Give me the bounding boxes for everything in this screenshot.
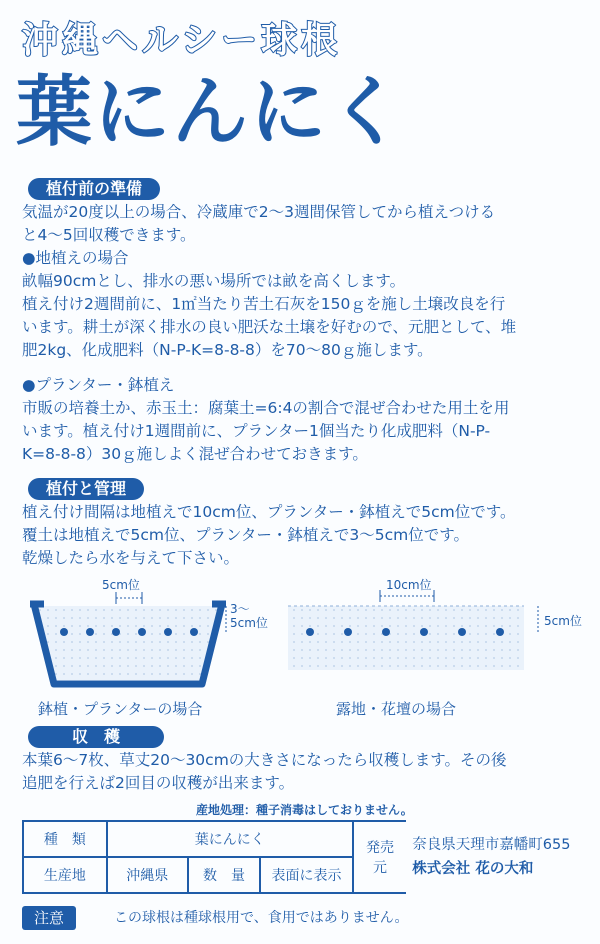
pot-spacing-label: 5cm位	[102, 578, 140, 592]
qty-label: 数 量	[188, 857, 260, 893]
planter-heading: ●プランター・鉢植え	[22, 376, 175, 394]
brand-title: 沖縄ヘルシー球根	[22, 20, 342, 61]
field-diagram	[284, 576, 584, 676]
seller-name: 株式会社 花の大和	[412, 861, 534, 877]
field-illustration	[284, 576, 584, 676]
notice-label: 注意	[22, 906, 76, 930]
pot-depth-label: 3～ 5cm位	[230, 602, 268, 630]
qty-value: 表面に表示	[260, 857, 353, 893]
seller-label: 発売元	[353, 821, 407, 893]
planting-label: 植付と管理	[28, 478, 144, 500]
spec-table	[22, 820, 600, 894]
notice-bar	[22, 904, 582, 932]
prep-section-label	[28, 178, 160, 200]
planting-text: 植え付け間隔は地植えで10cm位、プランター・鉢植えで5cm位です。 覆土は地植えで5cm位、プランター・鉢植えで3～5cm位です。 乾燥したら水を与えて下さい。	[22, 503, 516, 567]
pot-diagram	[30, 576, 270, 694]
harvest-section-label	[28, 726, 164, 748]
field-depth-label: 5cm位	[544, 614, 582, 628]
seller-info	[406, 821, 600, 893]
ground-text: 畝幅90cmとし、排水の悪い場所では畝を高くします。 植え付け2週間前に、1㎡当たり苦土石灰を150ｇを施し土壌改良を行 います。耕土が深く排水の良い肥沃な土壌を好むので、元肥として、堆 肥2kg、化成肥料（N-P-K=8-8-8）を70～80ｇ施します。	[22, 272, 517, 359]
harvest-text: 本葉6～7枚、草丈20～30cmの大きさになったら収穫します。その後 追肥を行えば2回目の収穫が出来ます。	[22, 751, 507, 792]
harvest-label: 収 穫	[28, 726, 164, 748]
pot-caption: 鉢植・プランターの場合	[38, 700, 203, 718]
prep-label: 植付前の準備	[28, 178, 160, 200]
planting-section-label	[28, 478, 144, 500]
field-spacing-label: 10cm位	[386, 578, 432, 592]
type-value: 葉にんにく	[107, 821, 353, 857]
origin-note: 産地処理：種子消毒はしておりません。	[196, 803, 413, 817]
planter-text: 市販の培養土か、赤玉土：腐葉土=6:4の割合で混ぜ合わせた用土を用 います。植え付け1週間前に、プランター1個当たり化成肥料（N-P- K=8-8-8）30ｇ施しよく混ぜ合わせておきます。	[22, 399, 510, 463]
origin-label: 生産地	[23, 857, 107, 893]
prep-intro: 気温が20度以上の場合、冷蔵庫で2～3週間保管してから植えつける と4～5回収穫できます。	[22, 203, 496, 244]
pot-illustration	[30, 576, 270, 694]
field-caption: 露地・花壇の場合	[336, 700, 457, 718]
origin-value: 沖縄県	[107, 857, 188, 893]
seller-address: 奈良県天理市嘉幡町655	[412, 837, 571, 853]
type-label: 種 類	[23, 821, 107, 857]
product-title: 葉にんにく	[16, 67, 406, 156]
notice-text: この球根は種球根用で、食用ではありません。	[114, 910, 409, 926]
ground-heading: ●地植えの場合	[22, 249, 129, 267]
